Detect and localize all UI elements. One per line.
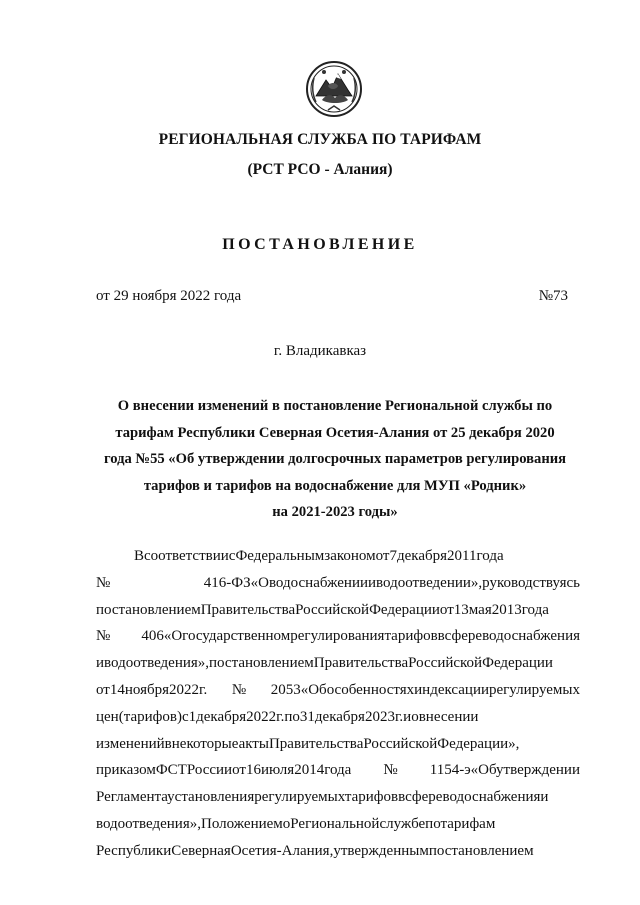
body-word: Российской [295, 601, 370, 618]
body-line [96, 784, 580, 811]
body-word: цен [96, 708, 119, 725]
document-type: ПОСТАНОВЛЕНИЕ [222, 236, 418, 253]
body-word: от [439, 601, 454, 618]
body-word: водоснабжении [268, 574, 369, 591]
heading-line: тарифов и тарифов на водоснабжение для МУП «Родник» [143, 477, 527, 494]
heading-line: года №55 «Об утверждении долгосрочных параметров регулирования [103, 451, 567, 467]
body-word: и [368, 574, 377, 591]
body-line [96, 543, 580, 570]
body-word: с [181, 708, 189, 725]
body-word: о [411, 708, 419, 725]
body-word: постановлением [96, 601, 201, 618]
body-word: Положением [201, 815, 283, 832]
body-word: и [403, 708, 412, 725]
body-word: государственном [182, 628, 291, 645]
document-body [96, 543, 580, 865]
body-word: сфере [405, 789, 443, 806]
body-word: №406 [96, 628, 164, 645]
body-word: Правительства [200, 601, 296, 618]
body-word: 13 [453, 601, 469, 618]
body-word: 2023г. [364, 708, 404, 725]
body-word: Республики [96, 842, 172, 859]
body-word: установления [167, 789, 255, 806]
body-word: с [228, 548, 236, 564]
body-word: 1 [188, 708, 197, 725]
body-word: Осетия-Алания, [230, 842, 334, 859]
body-word: Региональной [290, 815, 380, 832]
body-word: декабря [396, 548, 448, 564]
body-word: Правительства [268, 735, 364, 752]
body-word: Правительства [313, 655, 409, 672]
body-word: №1154-э [351, 762, 471, 779]
body-word: Российской [363, 735, 438, 752]
organization-abbreviation: (РСТ РСО - Алания) [247, 161, 393, 178]
body-word: (тарифов) [118, 708, 182, 725]
body-line [96, 623, 580, 650]
body-line [96, 704, 580, 731]
heading-line: на 2021-2023 годы» [272, 504, 398, 520]
body-word: декабря [196, 708, 247, 725]
body-word: 31 [299, 708, 315, 725]
body-word: Федерации [369, 601, 440, 618]
body-word: в [398, 789, 406, 806]
body-word: Северная [171, 842, 231, 859]
document-date: от 29 ноября 2022 года [96, 288, 242, 304]
body-word: ФСТ [155, 762, 187, 779]
body-word: 14 [109, 681, 125, 698]
body-word: некоторые [171, 735, 239, 752]
body-word: от [96, 681, 110, 698]
body-word: службе [379, 815, 426, 832]
body-word: водоотведения», [104, 655, 210, 672]
body-word: 2022г. [169, 681, 208, 698]
body-word: Регламента [96, 789, 168, 806]
body-word: законом [324, 548, 376, 564]
body-word: Федерации», [437, 735, 520, 752]
body-word: мая [468, 601, 492, 618]
body-word: по [425, 815, 441, 832]
body-word: тарифам [440, 815, 496, 832]
body-word: №416-ФЗ [96, 574, 251, 591]
body-word: В [134, 548, 145, 564]
body-word: регулируемых [254, 789, 345, 806]
heading-line: тарифам Республики Северная Осетия-Алания от 25 декабря 2020 [115, 424, 555, 441]
body-word: «Об [470, 762, 497, 779]
body-line [96, 731, 580, 758]
document-number: №73 [538, 288, 568, 304]
body-word: постановлением [209, 655, 314, 672]
body-line [96, 597, 580, 624]
body-word: водоотведения», [96, 815, 201, 832]
body-word: регулирования [290, 628, 385, 645]
body-word: сфере [444, 628, 483, 645]
body-word: от [232, 762, 246, 779]
body-word: водоснабжения [442, 789, 541, 806]
body-word: изменений [96, 735, 165, 752]
body-word: июля [260, 762, 295, 779]
body-word: №2053 [207, 681, 301, 698]
body-word: Российской [408, 655, 483, 672]
body-line [96, 570, 580, 597]
body-word: 7 [389, 548, 397, 564]
coat-of-arms-icon [302, 56, 366, 120]
heading-line: О внесении изменений в постановление Региональной службы по [117, 398, 553, 414]
body-line [96, 757, 580, 784]
body-word: индексации [414, 681, 489, 698]
body-word: декабря [314, 708, 365, 725]
body-word: 2013 [491, 601, 522, 618]
body-line [96, 838, 580, 865]
body-word: постановлением [428, 842, 534, 859]
body-line [96, 811, 580, 838]
body-word: 2011 [447, 548, 477, 564]
body-word: акты [238, 735, 269, 752]
body-word: «О [250, 574, 269, 591]
document-city: г. Владикавказ [273, 343, 367, 359]
body-word: в [164, 735, 172, 752]
body-word: 2014 [294, 762, 325, 779]
body-word: утвержденным [333, 842, 429, 859]
body-word: ноября [124, 681, 170, 698]
body-word: 2022г. [246, 708, 285, 725]
body-word: по [284, 708, 300, 725]
body-word: о [282, 815, 291, 832]
body-word: в [437, 628, 445, 645]
body-word: особенностях [326, 681, 415, 698]
body-word: внесении [418, 708, 479, 725]
body-line [96, 650, 580, 677]
body-word: приказом [96, 762, 156, 779]
body-word: России [186, 762, 233, 779]
body-word: тарифов [384, 628, 438, 645]
body-word: «Об [300, 681, 327, 698]
body-line [96, 677, 580, 704]
body-word: водоснабжения [482, 628, 580, 645]
body-word: утверждении [496, 762, 580, 779]
body-word: «О [163, 628, 183, 645]
body-word: регулируемых [489, 681, 580, 698]
body-word: руководствуясь [482, 574, 580, 591]
body-word: года [476, 548, 504, 564]
document-heading [90, 393, 580, 526]
body-word: Федерации [482, 655, 553, 672]
body-word: и [96, 655, 105, 672]
organization-name: РЕГИОНАЛЬНАЯ СЛУЖБА ПО ТАРИФАМ [158, 131, 482, 148]
body-word: водоотведении», [376, 574, 483, 591]
body-word: Федеральным [235, 548, 325, 564]
body-word: от [375, 548, 390, 564]
body-word: тарифов [344, 789, 399, 806]
body-word: соответствии [144, 548, 229, 564]
body-word: года [521, 601, 549, 618]
body-word: и [540, 789, 549, 806]
body-word: года [324, 762, 352, 779]
body-word: 16 [245, 762, 261, 779]
